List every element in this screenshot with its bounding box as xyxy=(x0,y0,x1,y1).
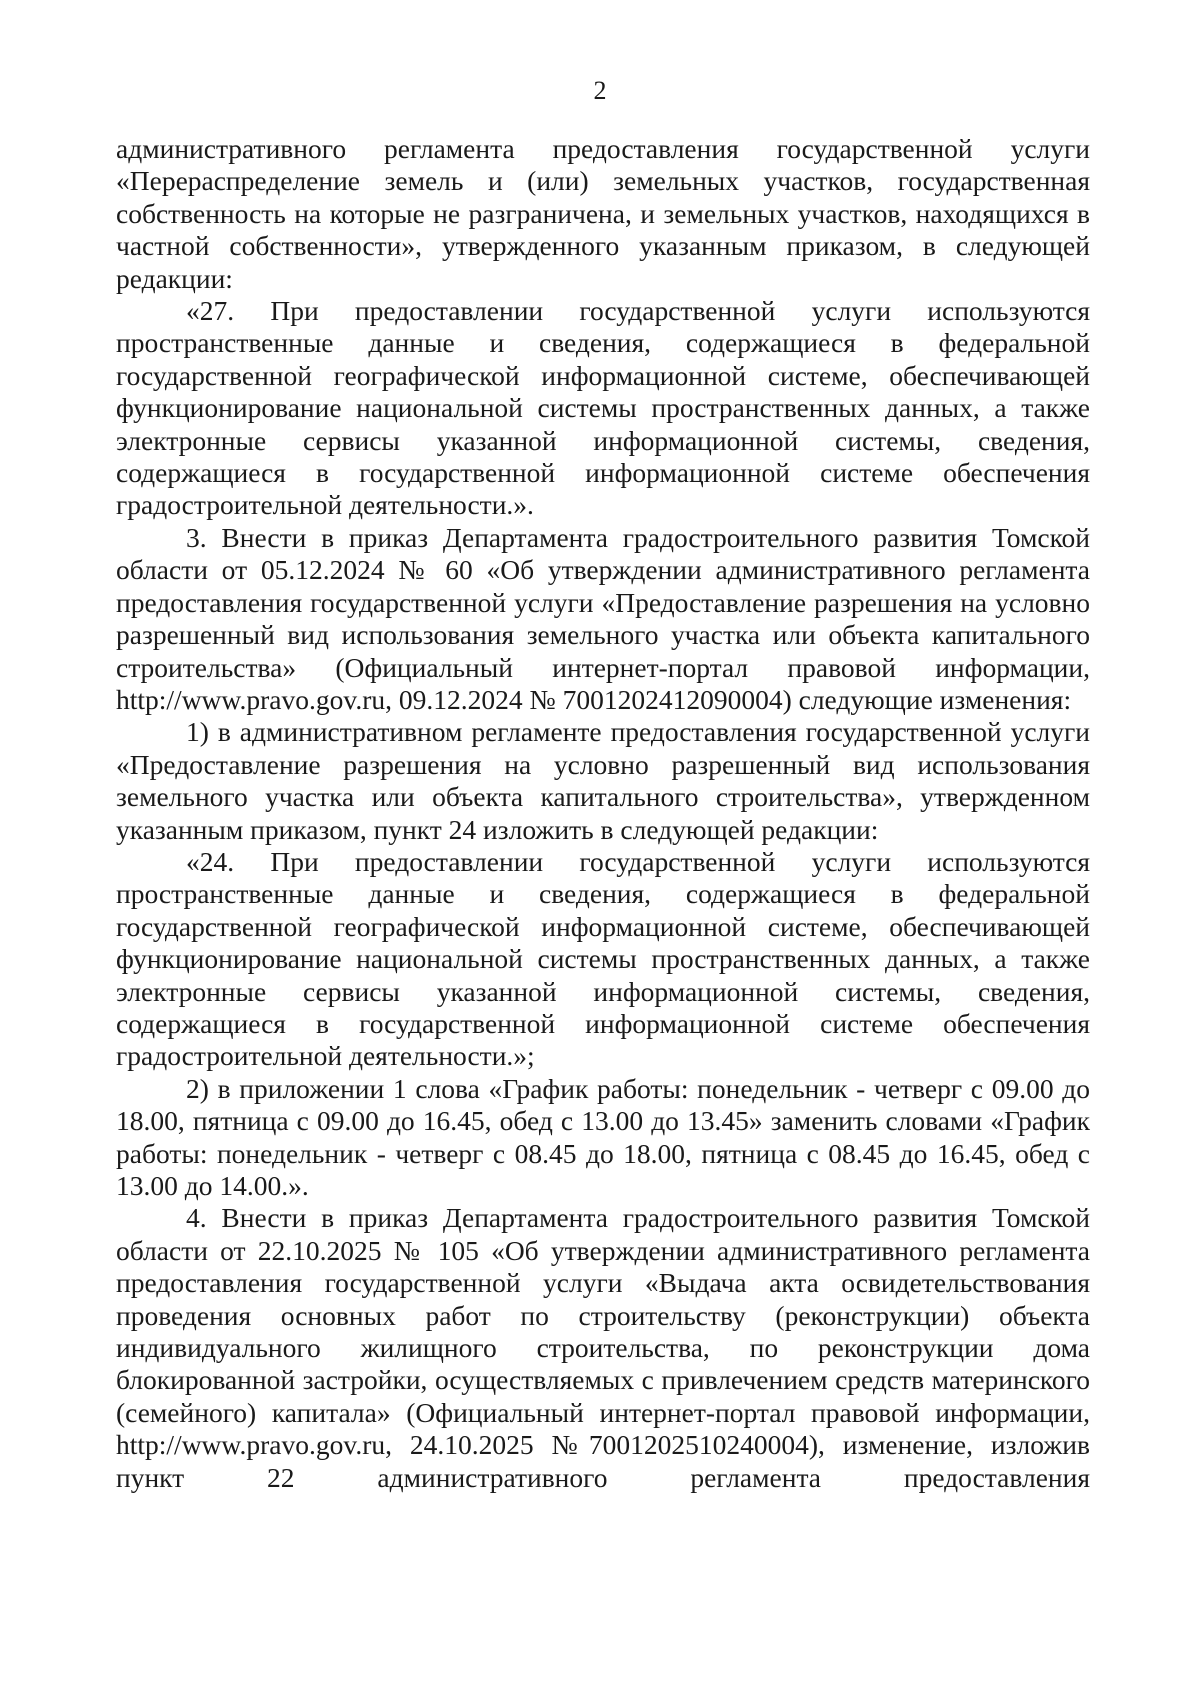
paragraph-section-3: 3. Внести в приказ Департамента градостроительного развития Томской области от 05.12.2024 № 60 «Об утверждении административного регламента предоставления государственной услуги «Предоставление разрешения на условно разрешенный вид использования земельного участка или объекта капитального строительства» (Официальный интернет-портал правовой информации, http://www.pravo.gov.ru, 09.12.2024 № 7001202412090004) следующие изменения: xyxy=(116,521,1090,715)
paragraph-item-24: «24. При предоставлении государственной услуги используются пространственные данные и сведения, содержащиеся в федеральной государственной географической информационной системе, обеспечивающей функционирование национальной системы пространственных данных, а также электронные сервисы указанной информационной системы, сведения, содержащиеся в государственной информационной системе обеспечения градостроительной деятельности.»; xyxy=(116,845,1090,1072)
paragraph-regulation-continuation: административного регламента предоставления государственной услуги «Перераспределение земель и (или) земельных участков, государственная собственность на которые не разграничена, и земельных участков, находящихся в частной собственности», утвержденного указанным приказом, в следующей редакции: xyxy=(116,133,1090,294)
paragraph-section-4: 4. Внести в приказ Департамента градостроительного развития Томской области от 22.10.2025 № 105 «Об утверждении административного регламента предоставления государственной услуги «Выдача акта освидетельствования проведения основных работ по строительству (реконструкции) объекта индивидуального жилищного строительства, по реконструкции дома блокированной застройки, осуществляемых с привлечением средств материнского (семейного) капитала» (Официальный интернет-портал правовой информации, http://www.pravo.gov.ru, 24.10.2025 №7001202510240004), изменение, изложив пункт 22 административного регламента предоставления xyxy=(116,1202,1090,1493)
paragraph-item-27: «27. При предоставлении государственной услуги используются пространственные данные и сведения, содержащиеся в федеральной государственной географической информационной системе, обеспечивающей функционирование национальной системы пространственных данных, а также электронные сервисы указанной информационной системы, сведения, содержащиеся в государственной информационной системе обеспечения градостроительной деятельности.». xyxy=(116,295,1090,521)
page-number: 2 xyxy=(593,76,607,105)
document-body xyxy=(116,133,1090,1494)
paragraph-subsection-1: 1) в административном регламенте предоставления государственной услуги «Предоставление разрешения на условно разрешенный вид использования земельного участка или объекта капитального строительства», утвержденном указанным приказом, пункт 24 изложить в следующей редакции: xyxy=(116,716,1090,845)
paragraph-subsection-2: 2) в приложении 1 слова «График работы: понедельник - четверг с 09.00 до 18.00, пятница с 09.00 до 16.45, обед с 13.00 до 13.45» заменить словами «График работы: понедельник - четверг с 08.45 до 18.00, пятница с 08.45 до 16.45, обед с 13.00 до 14.00.». xyxy=(116,1072,1090,1201)
